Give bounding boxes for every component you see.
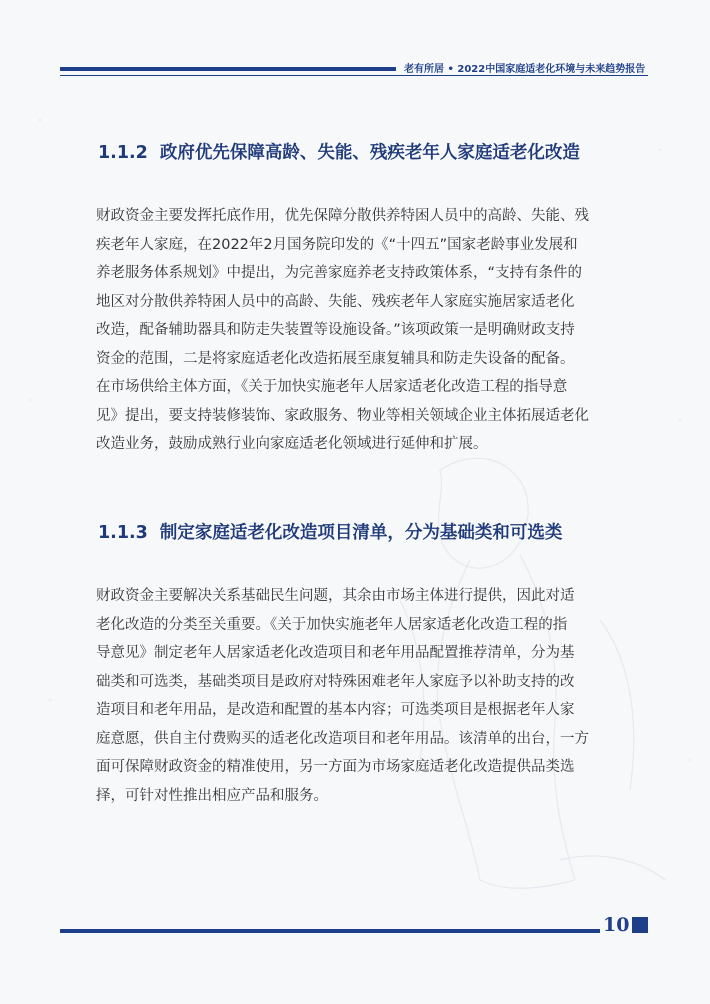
paragraph-line: 财政资金主要解决关系基础民生问题，其余由市场主体进行提供，因此对适	[96, 588, 575, 604]
section-title: 政府优先保障高龄、失能、残疾老年人家庭适老化改造	[159, 143, 580, 163]
running-header	[404, 60, 648, 75]
paragraph-line: 疾老年人家庭，在2022年2月国务院印发的《“十四五”国家老龄事业发展和	[96, 236, 578, 253]
paragraph-line: 改造业务，鼓励成熟行业向家庭适老化领域进行延伸和扩展。	[96, 436, 488, 452]
paragraph-line: 养老服务体系规划》中提出，为完善家庭养老支持政策体系，“支持有条件的	[96, 265, 583, 281]
header-brand: 老有所居	[404, 64, 444, 75]
header-report-title: 2022中国家庭适老化环境与未来趋势报告	[457, 64, 646, 75]
page-number: 10	[603, 914, 630, 936]
paragraph-line: 见》提出，要支持装修装饰、家政服务、物业等相关领域企业主体拓展适老化	[96, 407, 589, 424]
paragraph-line: 择，可针对性推出相应产品和服务。	[96, 787, 328, 804]
section-paragraph	[96, 582, 616, 810]
paragraph-line: 造项目和老年用品，是改造和配置的基本内容；可选类项目是根据老年人家	[96, 702, 575, 718]
paragraph-line: 导意见》制定老年人居家适老化改造项目和老年用品配置推荐清单，分为基	[96, 645, 575, 661]
header-separator: •	[447, 64, 454, 75]
paragraph-line: 资金的范围，二是将家庭适老化改造拓展至康复辅具和防走失设备的配备。	[96, 350, 575, 367]
paragraph-line: 老化改造的分类至关重要。《关于加快实施老年人居家适老化改造工程的指	[96, 616, 568, 633]
section-number: 1.1.2	[98, 143, 148, 163]
paragraph-line: 财政资金主要发挥托底作用，优先保障分散供养特困人员中的高龄、失能、残	[96, 208, 589, 224]
section-title: 制定家庭适老化改造项目清单，分为基础类和可选类	[159, 523, 563, 543]
page-number-square	[632, 917, 648, 933]
section-number: 1.1.3	[98, 523, 148, 543]
header-rule	[60, 75, 648, 76]
paragraph-line: 地区对分散供养特困人员中的高龄、失能、残疾老年人家庭实施居家适老化	[96, 293, 575, 310]
header-bar	[60, 67, 396, 71]
paragraph-line: 在市场供给主体方面，《关于加快实施老年人居家适老化改造工程的指导意	[96, 379, 568, 395]
section-heading	[98, 139, 580, 164]
section-heading	[98, 519, 562, 544]
footer-bar	[60, 929, 600, 933]
paragraph-line: 庭意愿，供自主付费购买的适老化改造项目和老年用品。该清单的出台，一方	[96, 730, 589, 747]
section-paragraph	[96, 202, 616, 459]
paragraph-line: 础类和可选类，基础类项目是政府对特殊困难老年人家庭予以补助支持的改	[96, 673, 575, 690]
paragraph-line: 改造，配备辅助器具和防走失装置等设施设备。”该项政策一是明确财政支持	[96, 322, 575, 338]
paragraph-line: 面可保障财政资金的精准使用，另一方面为市场家庭适老化改造提供品类选	[96, 759, 575, 775]
